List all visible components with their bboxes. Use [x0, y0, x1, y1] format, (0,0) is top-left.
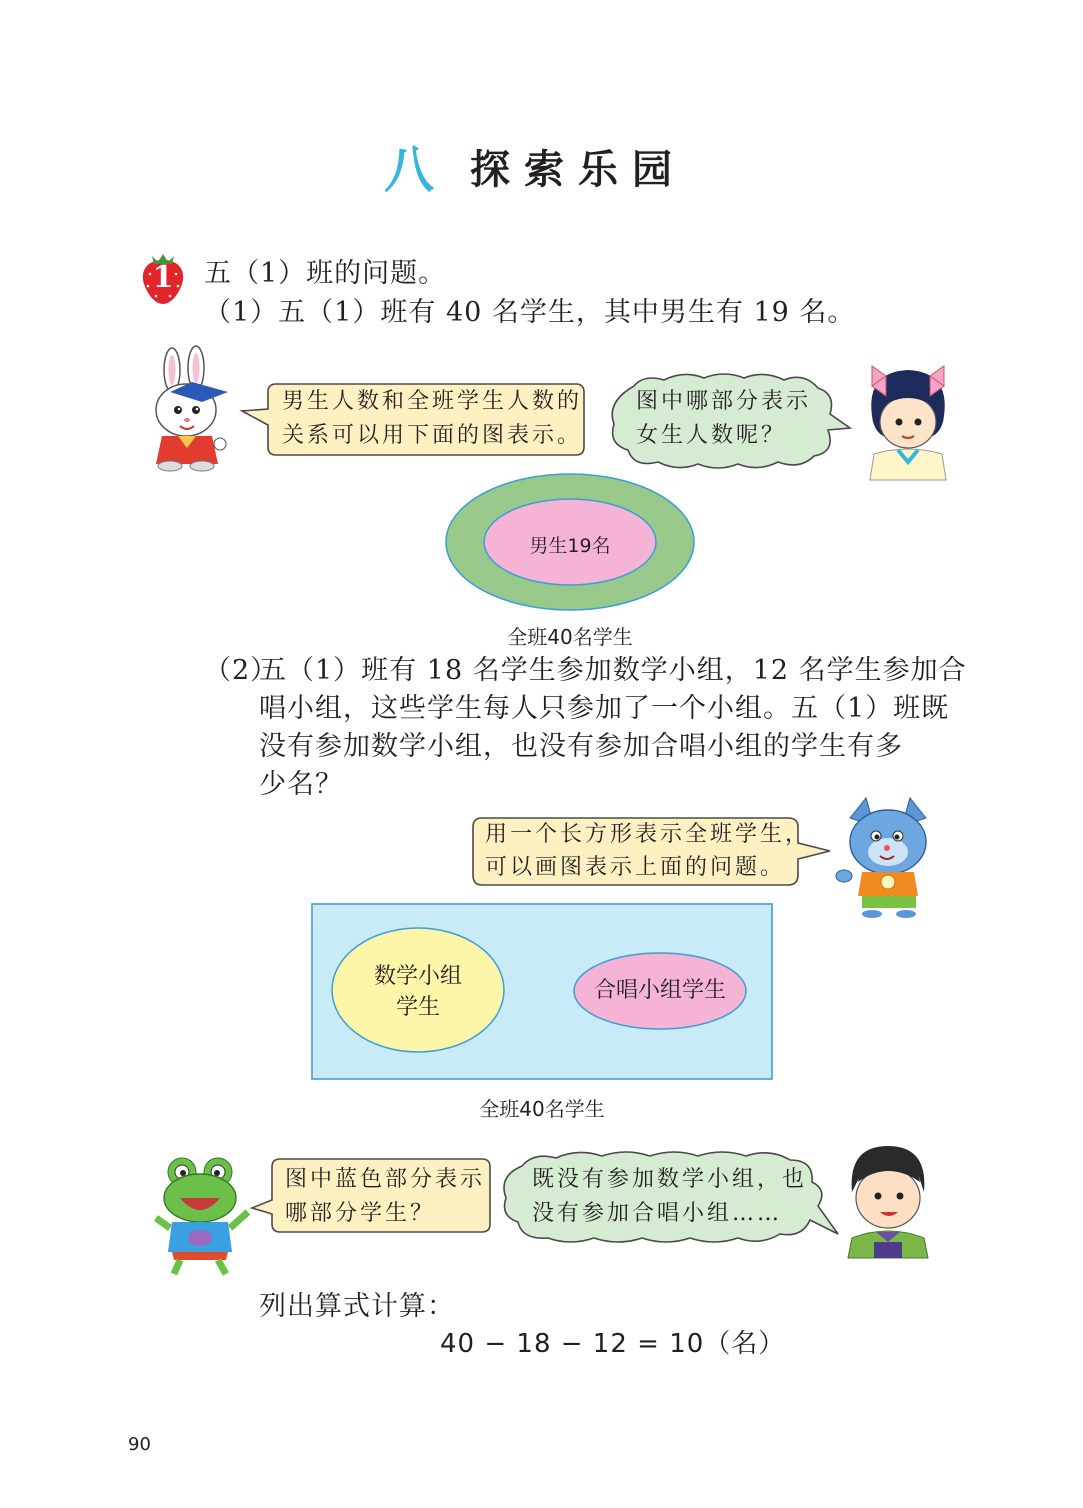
girl-bubble-line-2: 女生人数呢？ — [636, 423, 787, 448]
frog-bubble-line-1: 图中蓝色部分表示 — [285, 1167, 486, 1192]
example-number: 1 — [152, 260, 174, 295]
rabbit-bubble-line-1: 男生人数和全班学生人数的 — [282, 389, 583, 414]
part2-line-3: 没有参加数学小组，也没有参加合唱小组的学生有多 — [259, 731, 903, 762]
cat-bubble-line-1: 用一个长方形表示全班学生， — [485, 822, 811, 847]
page-number: 90 — [128, 1434, 151, 1455]
diagram1-caption: 全班40名学生 — [507, 625, 633, 649]
math-group-label-line-1: 数学小组 — [373, 964, 462, 989]
part2-line-2: 唱小组，这些学生每人只参加了一个小组。五（1）班既 — [259, 693, 950, 724]
part2-line-4: 少名？ — [259, 769, 343, 800]
diagram2-caption: 全班40名学生 — [479, 1097, 605, 1121]
boy-character-icon — [842, 1142, 934, 1258]
calc-prompt: 列出算式计算： — [259, 1291, 455, 1322]
part1-text: （1）五（1）班有 40 名学生，其中男生有 19 名。 — [204, 297, 856, 328]
cat-bubble-line-2: 可以画图表示上面的问题。 — [485, 855, 786, 880]
part2-line-1: 五（1）班有 18 名学生参加数学小组，12 名学生参加合 — [259, 655, 967, 686]
girl-character-icon — [858, 358, 956, 480]
choir-group-label: 合唱小组学生 — [593, 978, 726, 1003]
cat-character-icon — [836, 796, 940, 918]
frog-bubble-line-2: 哪部分学生？ — [285, 1201, 436, 1226]
equation: 40 − 18 − 12 = 10（名） — [440, 1329, 786, 1359]
rabbit-character-icon — [140, 348, 235, 470]
boy-bubble-line-2: 没有参加合唱小组…… — [532, 1201, 783, 1226]
example-heading: 五（1）班的问题。 — [204, 258, 447, 289]
chapter-number: 八 — [384, 141, 434, 199]
boy-bubble-line-1: 既没有参加数学小组，也 — [532, 1167, 808, 1192]
girl-bubble-line-1: 图中哪部分表示 — [636, 389, 812, 414]
math-group-label-line-2: 学生 — [395, 995, 440, 1020]
part2-number: （2） — [204, 655, 279, 686]
rabbit-bubble-line-2: 关系可以用下面的图表示。 — [282, 423, 583, 448]
boys-label: 男生19名 — [529, 535, 611, 557]
chapter-title: 探索乐园 — [470, 147, 686, 193]
frog-character-icon — [152, 1152, 252, 1276]
